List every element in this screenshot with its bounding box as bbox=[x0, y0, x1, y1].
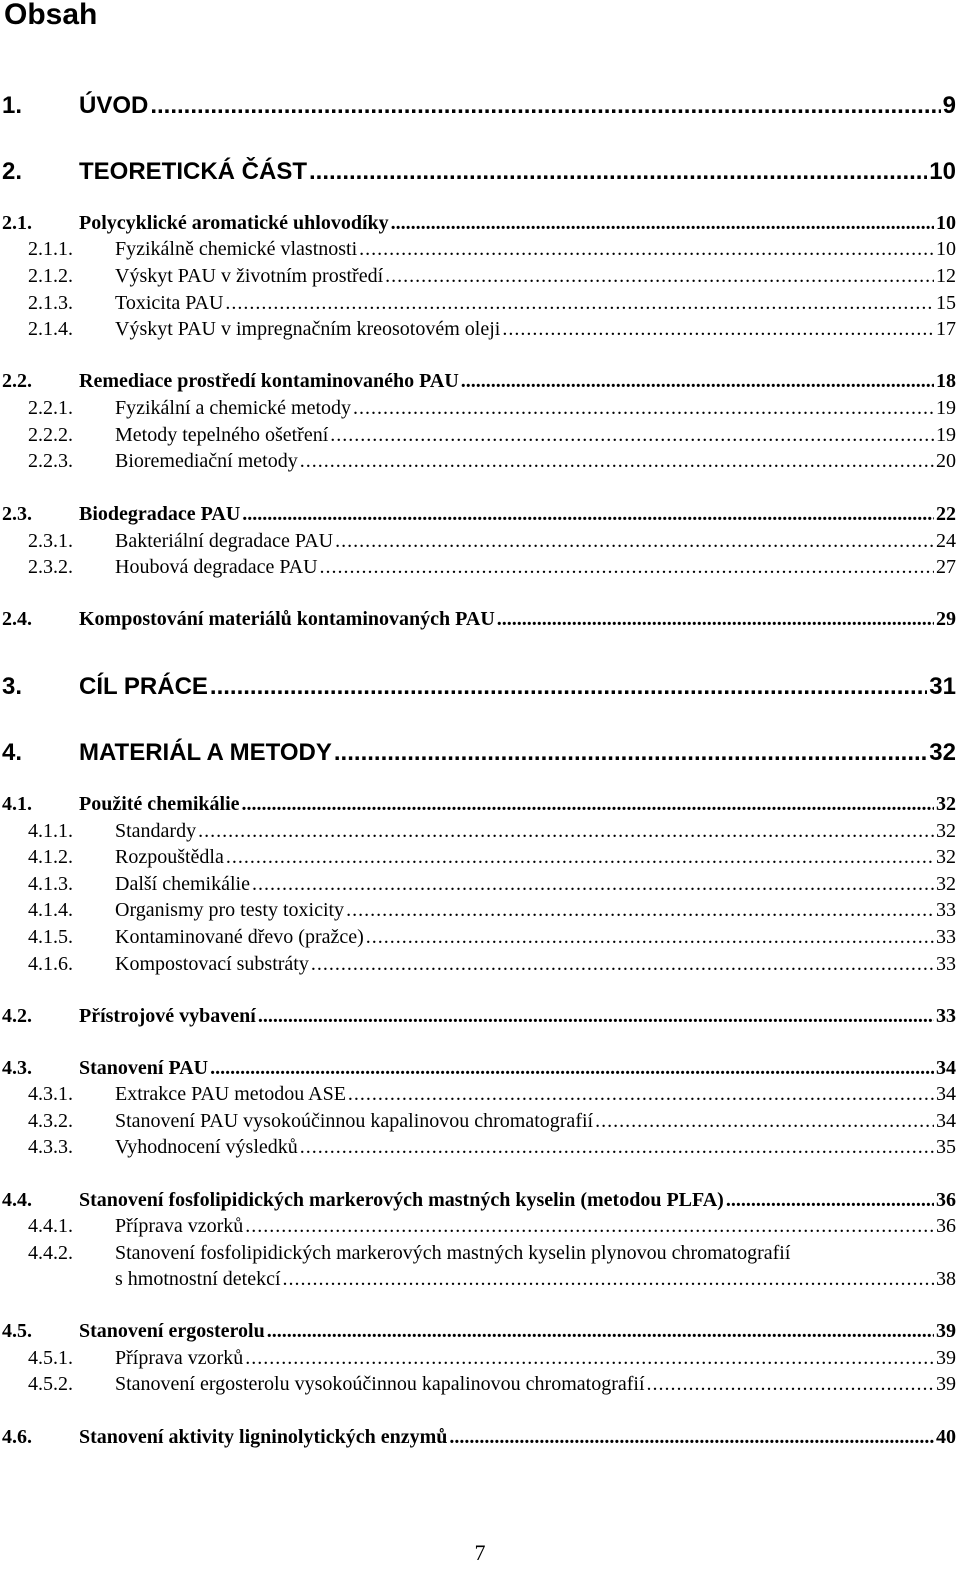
toc-entry-title: MATERIÁL A METODY bbox=[79, 739, 332, 766]
toc-entry[interactable] bbox=[0, 503, 956, 529]
toc-entry[interactable] bbox=[0, 318, 956, 344]
toc-entry[interactable] bbox=[0, 397, 956, 423]
toc-entry-number: 2.1. bbox=[2, 212, 32, 234]
toc-entry-page: 31 bbox=[929, 673, 956, 700]
toc-entry-number: 4.1.4. bbox=[28, 899, 73, 921]
toc-entry[interactable] bbox=[0, 1005, 956, 1031]
toc-entry[interactable] bbox=[0, 212, 956, 238]
toc-entry-title: Kompostovací substráty bbox=[115, 953, 309, 975]
dot-leader bbox=[359, 238, 934, 261]
toc-entry[interactable] bbox=[0, 1189, 956, 1215]
toc-entry-number: 4.5.1. bbox=[28, 1347, 73, 1369]
toc-entry[interactable] bbox=[0, 953, 956, 979]
toc-entry-title: Výskyt PAU v impregnačním kreosotovém oleji bbox=[115, 318, 501, 340]
toc-entry[interactable] bbox=[0, 739, 956, 765]
dot-leader bbox=[311, 953, 934, 976]
toc-entry-page: 33 bbox=[936, 1005, 956, 1027]
toc-entry-number: 2.3. bbox=[2, 503, 32, 525]
toc-entry[interactable] bbox=[0, 1136, 956, 1162]
dot-leader bbox=[348, 1083, 934, 1106]
toc-entry-title: Rozpouštědla bbox=[115, 846, 224, 868]
dot-leader bbox=[449, 1426, 934, 1449]
toc-entry-page: 18 bbox=[936, 370, 956, 392]
toc-entry-number: 2.2.3. bbox=[28, 450, 73, 472]
toc-entry-title: Příprava vzorků bbox=[115, 1215, 244, 1237]
dot-leader bbox=[502, 318, 934, 341]
toc-entry[interactable] bbox=[0, 820, 956, 846]
dot-leader bbox=[198, 820, 934, 843]
toc-entry-title: TEORETICKÁ ČÁST bbox=[79, 158, 307, 185]
toc-entry-title: Organismy pro testy toxicity bbox=[115, 899, 345, 921]
toc-entry-number: 4.1.6. bbox=[28, 953, 73, 975]
toc-entry[interactable] bbox=[0, 1347, 956, 1373]
dot-leader bbox=[726, 1189, 934, 1212]
toc-entry-page: 20 bbox=[936, 450, 956, 472]
toc-entry-title: Toxicita PAU bbox=[115, 292, 224, 314]
toc-entry-number: 3. bbox=[2, 673, 23, 700]
toc-entry[interactable] bbox=[0, 846, 956, 872]
toc-entry-number: 2.2.2. bbox=[28, 424, 73, 446]
dot-leader bbox=[353, 397, 934, 420]
toc-entry-page: 33 bbox=[936, 953, 956, 975]
toc-entry-page: 40 bbox=[936, 1426, 956, 1448]
toc-entry[interactable] bbox=[0, 608, 956, 634]
dot-leader bbox=[300, 450, 934, 473]
toc-entry-page: 34 bbox=[936, 1110, 956, 1132]
toc-entry-number: 1. bbox=[2, 92, 23, 119]
toc-entry-title: ÚVOD bbox=[79, 92, 149, 119]
dot-leader bbox=[391, 212, 934, 235]
toc-entry-number: 4.2. bbox=[2, 1005, 32, 1027]
toc-entry[interactable] bbox=[0, 1110, 956, 1136]
toc-entry-number: 2.1.2. bbox=[28, 265, 73, 287]
toc-entry[interactable] bbox=[0, 673, 956, 699]
toc-entry-page: 12 bbox=[936, 265, 956, 287]
toc-entry-page: 19 bbox=[936, 424, 956, 446]
toc-entry-number: 4.1.5. bbox=[28, 926, 73, 948]
toc-entry-number: 4.3.3. bbox=[28, 1136, 73, 1158]
dot-leader bbox=[595, 1110, 934, 1133]
toc-entry-page: 33 bbox=[936, 926, 956, 948]
toc-entry-page: 34 bbox=[936, 1083, 956, 1105]
toc-entry[interactable] bbox=[0, 793, 956, 819]
toc-entry-title: Kompostování materiálů kontaminovaných PAU bbox=[79, 608, 495, 630]
toc-entry-number: 4.3. bbox=[2, 1057, 32, 1079]
toc-entry-page: 10 bbox=[929, 158, 956, 185]
dot-leader bbox=[283, 1268, 934, 1291]
toc-entry-number: 4. bbox=[2, 739, 23, 766]
toc-entry-page: 17 bbox=[936, 318, 956, 340]
page-number: 7 bbox=[474, 1540, 486, 1565]
toc-entry-page: 10 bbox=[936, 212, 956, 234]
toc-entry-number: 4.1.3. bbox=[28, 873, 73, 895]
toc-entry-title: Metody tepelného ošetření bbox=[115, 424, 329, 446]
toc-entry-page: 36 bbox=[936, 1189, 956, 1211]
toc-entry-title: Remediace prostředí kontaminovaného PAU bbox=[79, 370, 459, 392]
dot-leader bbox=[226, 846, 934, 869]
toc-entry[interactable] bbox=[0, 1215, 956, 1241]
toc-entry-title: CÍL PRÁCE bbox=[79, 673, 208, 700]
toc-entry-page: 15 bbox=[936, 292, 956, 314]
dot-leader bbox=[346, 899, 934, 922]
dot-leader bbox=[330, 424, 934, 447]
toc-entry-number: 2.3.1. bbox=[28, 530, 73, 552]
toc-entry-title: Vyhodnocení výsledků bbox=[115, 1136, 298, 1158]
toc-entry-title: Stanovení fosfolipidických markerových mastných kyselin (metodou PLFA) bbox=[79, 1189, 724, 1211]
toc-entry-title: Extrakce PAU metodou ASE bbox=[115, 1083, 346, 1105]
toc-entry-number: 2. bbox=[2, 158, 23, 185]
toc-entry-title: Přístrojové vybavení bbox=[79, 1005, 256, 1027]
toc-entry-page: 35 bbox=[936, 1136, 956, 1158]
toc-entry-number: 4.1. bbox=[2, 793, 32, 815]
toc-entry-page: 10 bbox=[936, 238, 956, 260]
toc-entry-title: Stanovení ergosterolu vysokoúčinnou kapalinovou chromatografií bbox=[115, 1373, 645, 1395]
toc-entry-title: Standardy bbox=[115, 820, 197, 842]
toc-entry-title: Bakteriální degradace PAU bbox=[115, 530, 334, 552]
toc-entry-number: 4.3.1. bbox=[28, 1083, 73, 1105]
toc-entry[interactable] bbox=[0, 1083, 956, 1109]
dot-leader bbox=[334, 739, 927, 767]
toc-entry[interactable] bbox=[115, 1268, 956, 1294]
dot-leader bbox=[366, 926, 934, 949]
toc-entry-title: Stanovení ergosterolu bbox=[79, 1320, 265, 1342]
toc-entry-number: 2.4. bbox=[2, 608, 32, 630]
toc-entry-number: 2.2. bbox=[2, 370, 32, 392]
toc-entry-page: 33 bbox=[936, 899, 956, 921]
toc-entry[interactable] bbox=[0, 1426, 956, 1452]
toc-entry[interactable] bbox=[0, 1242, 956, 1268]
dot-leader bbox=[647, 1373, 934, 1396]
toc-entry-title: s hmotnostní detekcí bbox=[115, 1268, 281, 1290]
toc-entry-page: 34 bbox=[936, 1057, 956, 1079]
dot-leader bbox=[320, 556, 934, 579]
toc-entry[interactable] bbox=[0, 530, 956, 556]
toc-entry-title: Další chemikálie bbox=[115, 873, 250, 895]
toc-entry-title: Výskyt PAU v životním prostředí bbox=[115, 265, 384, 287]
dot-leader bbox=[258, 1005, 934, 1028]
toc-entry[interactable] bbox=[0, 424, 956, 450]
dot-leader bbox=[335, 530, 934, 553]
dot-leader bbox=[245, 1347, 934, 1370]
toc-entry-page: 32 bbox=[936, 846, 956, 868]
toc-entry-number: 2.2.1. bbox=[28, 397, 73, 419]
toc-entry[interactable] bbox=[0, 92, 956, 118]
toc-entry-page: 32 bbox=[936, 820, 956, 842]
dot-leader bbox=[267, 1320, 934, 1343]
toc-entry-number: 4.5. bbox=[2, 1320, 32, 1342]
toc-entry-number: 4.4.2. bbox=[28, 1242, 73, 1264]
dot-leader bbox=[461, 370, 934, 393]
dot-leader bbox=[210, 1057, 934, 1080]
toc-entry-title: Stanovení fosfolipidických markerových mastných kyselin plynovou chromatografií bbox=[115, 1242, 791, 1264]
toc-entry-number: 4.4.1. bbox=[28, 1215, 73, 1237]
dot-leader bbox=[252, 873, 934, 896]
toc-entry-page: 24 bbox=[936, 530, 956, 552]
dot-leader bbox=[309, 158, 927, 186]
toc-entry-title: Polycyklické aromatické uhlovodíky bbox=[79, 212, 389, 234]
toc-entry-page: 22 bbox=[936, 503, 956, 525]
toc-entry-number: 2.3.2. bbox=[28, 556, 73, 578]
toc-entry[interactable] bbox=[0, 450, 956, 476]
dot-leader bbox=[210, 673, 927, 701]
toc-entry-number: 2.1.1. bbox=[28, 238, 73, 260]
dot-leader bbox=[225, 292, 934, 315]
dot-leader bbox=[150, 92, 940, 120]
toc-entry-title: Bioremediační metody bbox=[115, 450, 298, 472]
toc-entry-title: Stanovení aktivity ligninolytických enzymů bbox=[79, 1426, 448, 1448]
toc-entry-title: Stanovení PAU bbox=[79, 1057, 209, 1079]
toc-entry-page: 32 bbox=[936, 793, 956, 815]
toc-entry-page: 39 bbox=[936, 1320, 956, 1342]
dot-leader bbox=[385, 265, 934, 288]
toc-entry-number: 4.1.1. bbox=[28, 820, 73, 842]
dot-leader bbox=[242, 793, 934, 816]
toc-entry[interactable] bbox=[0, 1057, 956, 1083]
page-title: Obsah bbox=[4, 0, 98, 31]
dot-leader bbox=[245, 1215, 934, 1238]
toc-entry-title: Kontaminované dřevo (pražce) bbox=[115, 926, 364, 948]
toc-entry-number: 4.5.2. bbox=[28, 1373, 73, 1395]
toc-entry-number: 2.1.3. bbox=[28, 292, 73, 314]
toc-entry-page: 32 bbox=[929, 739, 956, 766]
toc-entry[interactable] bbox=[0, 556, 956, 582]
toc-entry-page: 38 bbox=[936, 1268, 956, 1290]
toc-entry[interactable] bbox=[0, 370, 956, 396]
toc-entry-page: 27 bbox=[936, 556, 956, 578]
dot-leader bbox=[242, 503, 934, 526]
toc-entry-number: 4.4. bbox=[2, 1189, 32, 1211]
toc-entry-number: 2.1.4. bbox=[28, 318, 73, 340]
toc-entry-number: 4.1.2. bbox=[28, 846, 73, 868]
toc-entry-page: 32 bbox=[936, 873, 956, 895]
toc-entry[interactable] bbox=[0, 1373, 956, 1399]
toc-entry-title: Použité chemikálie bbox=[79, 793, 240, 815]
toc-entry-title: Stanovení PAU vysokoúčinnou kapalinovou chromatografií bbox=[115, 1110, 594, 1132]
toc-entry-number: 4.6. bbox=[2, 1426, 32, 1448]
toc-entry[interactable] bbox=[0, 1320, 956, 1346]
toc-entry-page: 39 bbox=[936, 1347, 956, 1369]
toc-entry-page: 36 bbox=[936, 1215, 956, 1237]
toc-entry-title: Biodegradace PAU bbox=[79, 503, 241, 525]
toc-entry[interactable] bbox=[0, 873, 956, 899]
toc-entry-number: 4.3.2. bbox=[28, 1110, 73, 1132]
toc-entry-page: 29 bbox=[936, 608, 956, 630]
toc-entry-page: 19 bbox=[936, 397, 956, 419]
dot-leader bbox=[300, 1136, 934, 1159]
toc-entry-title: Houbová degradace PAU bbox=[115, 556, 318, 578]
toc-entry[interactable] bbox=[0, 899, 956, 925]
toc-entry-title: Fyzikální a chemické metody bbox=[115, 397, 352, 419]
toc-entry[interactable] bbox=[0, 238, 956, 264]
toc-entry[interactable] bbox=[0, 265, 956, 291]
toc-entry[interactable] bbox=[0, 158, 956, 184]
toc-entry-title: Příprava vzorků bbox=[115, 1347, 244, 1369]
dot-leader bbox=[497, 608, 934, 631]
toc-entry-page: 39 bbox=[936, 1373, 956, 1395]
toc-entry[interactable] bbox=[0, 292, 956, 318]
toc-entry-title: Fyzikálně chemické vlastnosti bbox=[115, 238, 358, 260]
toc-entry-page: 9 bbox=[942, 92, 956, 119]
toc-entry[interactable] bbox=[0, 926, 956, 952]
